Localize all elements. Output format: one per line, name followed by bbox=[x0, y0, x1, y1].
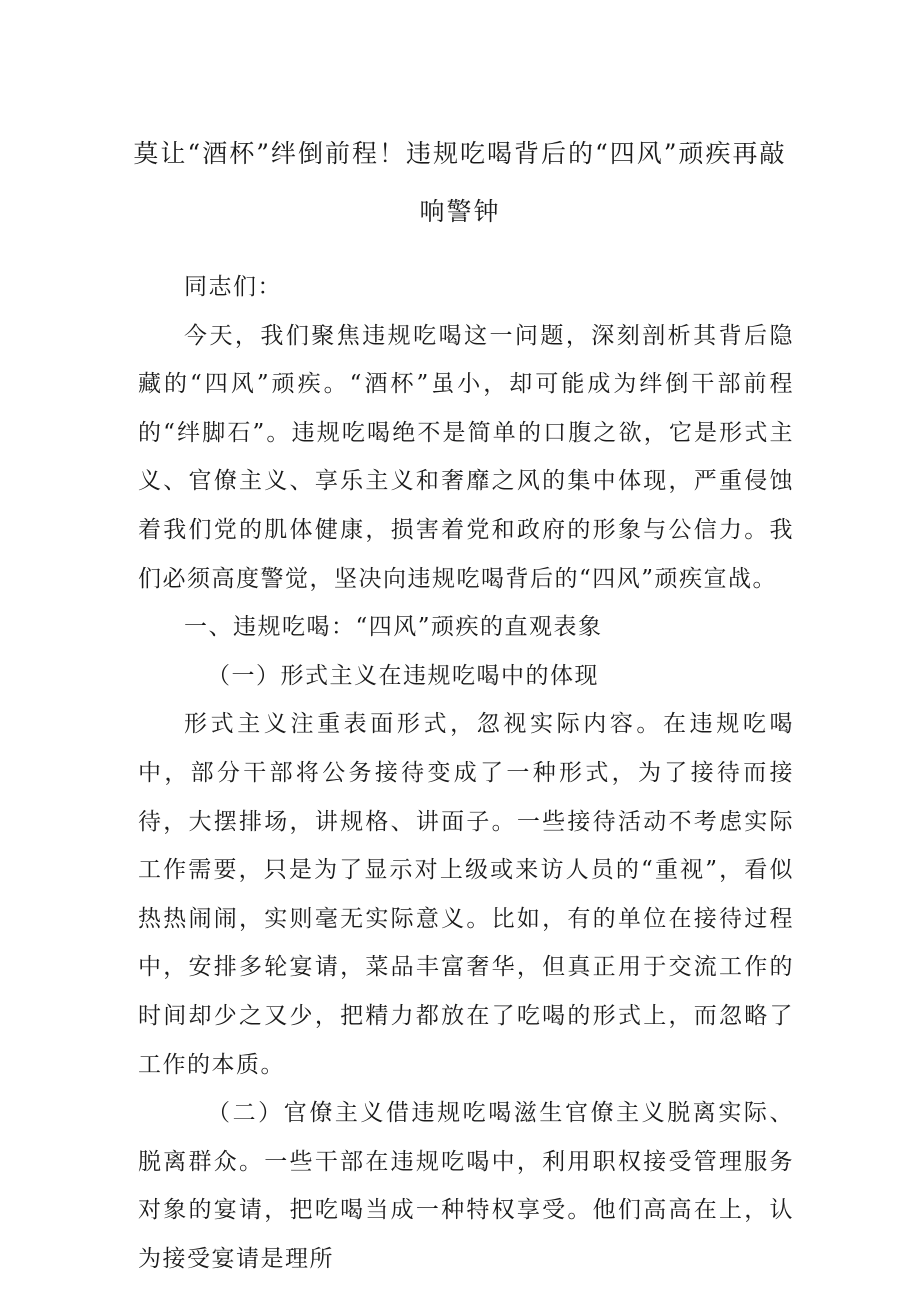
document-title-line2: 响警钟 bbox=[419, 197, 501, 226]
paragraph-1: 形式主义注重表面形式，忽视实际内容。在违规吃喝中，部分干部将公务接待变成了一种形式，为了接待而接待，大摆排场，讲规格、讲面子。一些接待活动不考虑实际工作需要，只是为了显示对上级或来访人员的“重视”，看似热热闹闹，实则毫无实际意义。比如，有的单位在接待过程中，安排多轮宴请，菜品丰富奢华，但真正用于交流工作的时间却少之又少，把精力都放在了吃喝的形式上，而忽略了工作的本质。 bbox=[138, 711, 794, 1078]
section-heading-1: 一、违规吃喝：“四风”顽疾的直观表象 bbox=[184, 614, 603, 641]
intro-paragraph: 今天，我们聚焦违规吃喝这一问题，深刻剖析其背后隐藏的“四风”顽疾。“酒杯”虽小，却可能成为绊倒干部前程的“绊脚石”。违规吃喝绝不是简单的口腹之欲，它是形式主义、官僚主义、享乐主义和奢靡之风的集中体现，严重侵蚀着我们党的肌体健康，损害着党和政府的形象与公信力。我们必须高度警觉，坚决向违规吃喝背后的“四风”顽疾宣战。 bbox=[138, 322, 794, 592]
salutation: 同志们： bbox=[184, 274, 282, 300]
document-body bbox=[138, 263, 794, 1283]
document-title-line1: 莫让“酒杯”绊倒前程！违规吃喝背后的“四风”顽疾再敲 bbox=[133, 139, 787, 168]
paragraph-2: （二）官僚主义借违规吃喝滋生官僚主义脱离实际、脱离群众。一些干部在违规吃喝中，利用职权接受管理服务对象的宴请，把吃喝当成一种特权享受。他们高高在上，认为接受宴请是理所 bbox=[138, 1100, 794, 1272]
subsection-heading-1: （一）形式主义在违规吃喝中的体现 bbox=[207, 662, 599, 689]
